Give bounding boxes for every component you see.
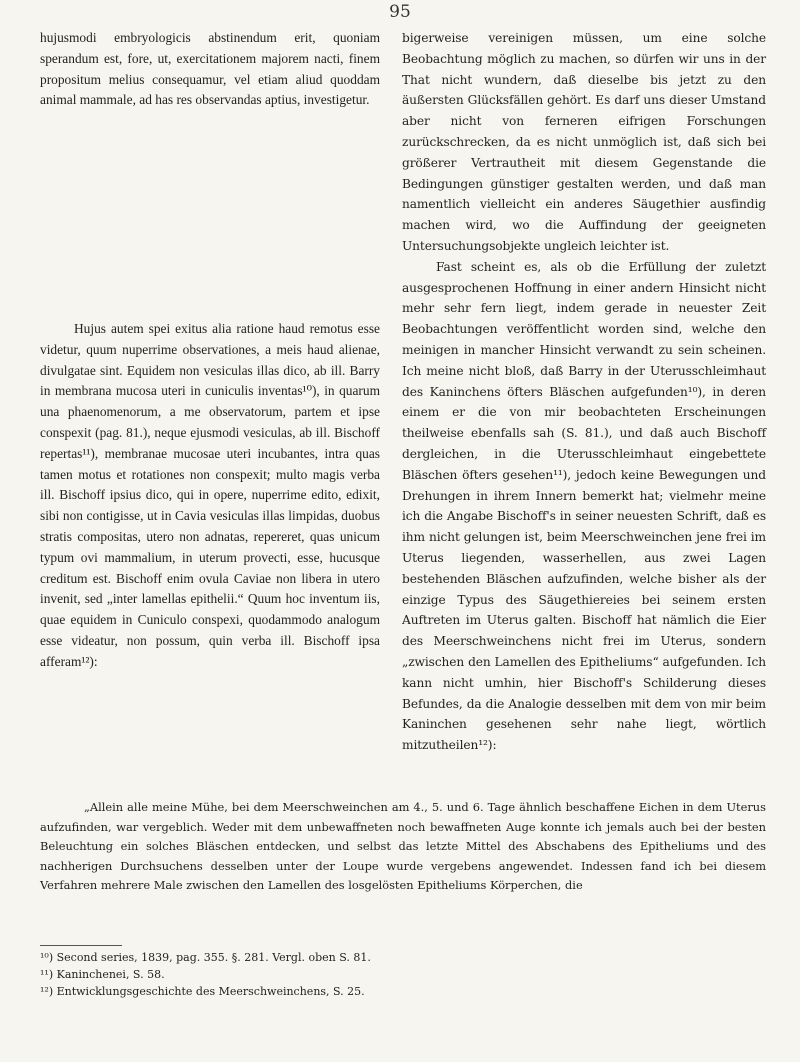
latin-paragraph-intro: hujusmodi embryologicis abstinendum erit, quoniam sperandum est, fore, ut, exercitationem majorem nacti, finem propositum melius consequamur, vel etiam aliud quoddam animal mammale, ad has res observandas aptius, investigetur. [40,30,380,108]
footnote-divider [40,945,122,946]
footnotes [40,949,766,1000]
german-column [402,28,766,756]
latin-column-top [40,28,380,111]
footnote-10: ¹⁰) Second series, 1839, pag. 355. §. 281. Vergl. oben S. 81. [40,951,371,964]
german-paragraph-1: bigerweise vereinigen müssen, um eine solche Beobachtung möglich zu machen, so dürfen wir uns in der That nicht wundern, daß dieselbe bis jetzt zu den äußersten Glücksfällen gehört. Es darf uns dieser Umstand aber nicht von ferneren eifrigen Forschungen zurückschrecken, da es nicht unmöglich ist, daß sich bei größerer Vertrautheit mit diesem Gegenstande die Bedingungen günstiger gestalten werden, und daß man namentlich vielleicht ein anderes Säugethier ausfindig machen wird, wo die Auffindung der geeigneten Untersuchungsobjekte ungleich leichter ist. [402,31,766,253]
footnote-11: ¹¹) Kaninchenei, S. 58. [40,968,165,981]
german-paragraph-2: Fast scheint es, als ob die Erfüllung der zuletzt ausgesprochenen Hoffnung in einer andern Hinsicht nicht mehr sehr fern liegt, indem gerade in neuester Zeit Beobachtungen veröffentlicht worden sind, welche den meinigen in mancher Hinsicht verwandt zu sein scheinen. Ich meine nicht bloß, daß Barry in der Uterusschleimhaut des Kaninchens öfters Bläschen aufgefunden¹⁰), in deren einem er die von mir beobachteten Erscheinungen theilweise ebenfalls sah (S. 81.), und daß auch Bischoff dergleichen, in die Uterusschleimhaut eingebettete Bläschen öfters gesehen¹¹), jedoch keine Bewegungen und Drehungen in ihrem Innern bemerkt hat; vielmehr meine ich die Angabe Bischoff's in seiner neuesten Schrift, daß es ihm nicht gelungen ist, beim Meerschweinchen jene frei im Uterus liegenden, wasserhellen, aus zwei Lagen bestehenden Bläschen aufzufinden, welche bisher als der einzige Typus des Säugethiereies bei seinem ersten Auftreten im Uterus galten. Bischoff hat nämlich die Eier des Meerschweinchens nicht frei im Uterus, sondern „zwischen den Lamellen des Epitheliums“ aufgefunden. Ich kann nicht umhin, hier Bischoff's Schilderung dieses Befundes, da die Analogie desselben mit dem von mir beim Kaninchen gesehenen sehr nahe liegt, wörtlich mitzutheilen¹²): [402,259,766,753]
footnote-12: ¹²) Entwicklungsgeschichte des Meerschweinchens, S. 25. [40,985,365,998]
latin-paragraph-main: Hujus autem spei exitus alia ratione haud remotus esse videtur, quum nuperrime observationes, a meis haud alienae, divulgatae sint. Equidem non vesiculas illas dico, ab ill. Barry in membrana mucosa uteri in cuniculis inventas¹⁰), in quarum una phaenomenorum, a me observatorum, partem et ipse conspexit (pag. 81.), neque ejusmodi vesiculas, ab ill. Bischoff repertas¹¹), membranae mucosae uteri incubantes, intra quas tamen motus et rotationes non conspexit; multo magis verba ill. Bischoff ipsius dico, qui in opere, nuperrime edito, edixit, sibi non contigisse, ut in Cavia vesiculas illas limpidas, duobus stratis compositas, utero non adnatas, repereret, quas unicum typum ovi mammalium, in uterum provecti, esse, hucusque creditum est. Bischoff enim ovula Caviae non libera in utero invenit, sed „inter lamellas epithelii.“ Quum hoc inventum iis, quae equidem in Cuniculo conspexi, quodammodo analogum esse videatur, non possum, quin verba ill. Bischoff ipsa afferam¹²): [40,321,380,669]
block-quotation: „Allein alle meine Mühe, bei dem Meerschweinchen am 4., 5. und 6. Tage ähnlich beschaffene Eichen in dem Uterus aufzufinden, war vergeblich. Weder mit dem unbewaffneten noch bewaffneten Auge konnte ich jemals auch bei der besten Beleuchtung ein solches Bläschen entdecken, und selbst das letzte Mittel des Abschabens des Epitheliums und des nachherigen Durchsuchens desselben unter der Loupe wurde vergebens angewendet. Indessen fand ich bei diesem Verfahren mehrere Male zwischen den Lamellen des losgelösten Epitheliums Körperchen, die [40,800,766,892]
latin-column-main [40,319,380,673]
page-number: 95 [389,2,411,22]
